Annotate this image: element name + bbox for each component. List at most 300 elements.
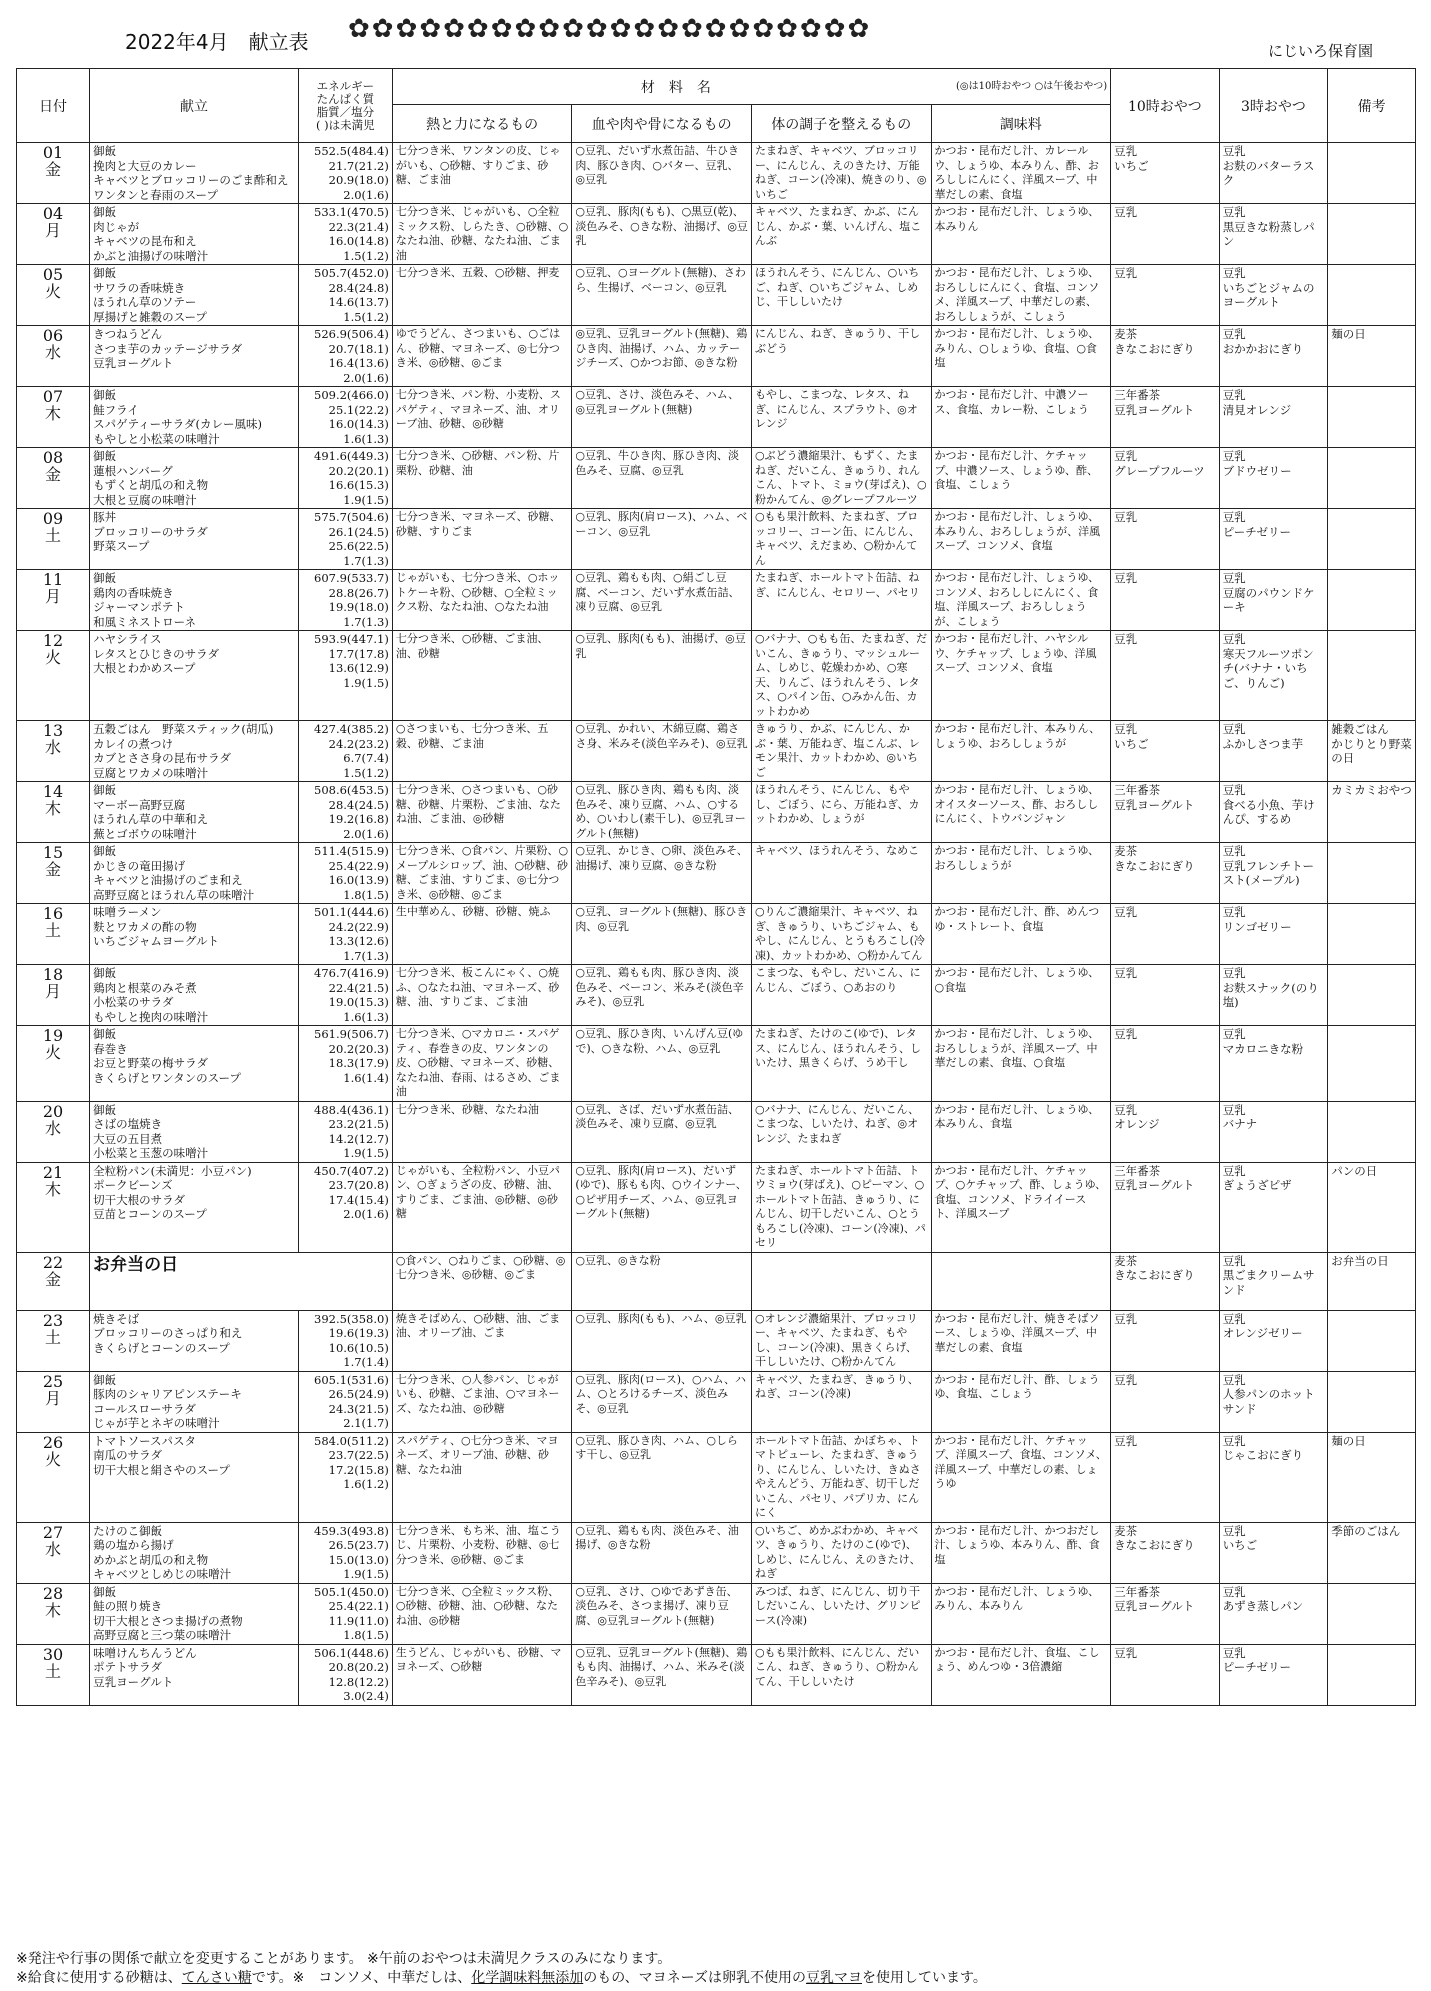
menu-row: [17, 1310, 1416, 1371]
menu-row: [17, 265, 1416, 326]
weekday: 火: [45, 282, 62, 301]
note-cell: [1328, 1026, 1416, 1102]
menu-cell-text: 御飯 かじきの竜田揚げ キャベツと油揚げのごま和え 高野豆腐とほうれん草の味噌汁: [93, 844, 255, 902]
menu-cell-text: トマトソースパスタ 南瓜のサラダ 切干大根と絹さやのスープ: [93, 1433, 230, 1477]
note-cell: [1328, 1644, 1416, 1705]
day-number: 08: [42, 448, 64, 467]
day-number: 07: [42, 387, 64, 406]
blood-foods-cell-text: ○豆乳、豚肉(肩ロース)、だいず(ゆで)、豚もも肉、○ウインナー、○ピザ用チーズ、ハム、◎豆乳ヨーグルト(無糖): [575, 1163, 747, 1220]
snack10-cell: [1111, 387, 1220, 448]
note-cell: [1328, 570, 1416, 631]
body-foods-cell: [751, 782, 931, 843]
menu-row: [17, 1101, 1416, 1162]
menu-cell: [90, 1162, 299, 1252]
col-seasoning: 調味料: [931, 105, 1111, 143]
menu-row: [17, 631, 1416, 721]
body-foods-cell: [751, 1162, 931, 1252]
blood-foods-cell: [572, 1371, 752, 1432]
seasoning-cell-text: かつお・昆布だし汁、食塩、こしょう、めんつゆ・3倍濃縮: [934, 1645, 1100, 1673]
blood-foods-cell-text: ○豆乳、かれい、木綿豆腐、鶏ささ身、米みそ(淡色辛みそ)、◎豆乳: [575, 722, 748, 750]
note-cell: [1328, 721, 1416, 782]
menu-cell: [90, 1101, 299, 1162]
body-foods-cell: [751, 1026, 931, 1102]
blood-foods-cell: [572, 509, 752, 570]
menu-row: [17, 1252, 1416, 1310]
day-number: 06: [42, 326, 64, 345]
note-cell: [1328, 204, 1416, 265]
seasoning-cell-text: かつお・昆布だし汁、しょうゆ、おろししにんにく、食塩、コンソメ、洋風スープ、中華だしの素、おろししょうが、こしょう: [934, 266, 1100, 323]
date-cell: [17, 1101, 90, 1162]
nutrition-cell: [298, 631, 392, 721]
day-number: 01: [42, 143, 64, 162]
snack10-cell-text: 豆乳: [1114, 1311, 1138, 1326]
snack3-cell-text: 豆乳 いちご: [1222, 1523, 1258, 1552]
footer-notes: [16, 1950, 987, 1988]
nutrition-cell: [298, 143, 392, 204]
snack3-cell-text: 豆乳 オレンジゼリー: [1222, 1311, 1303, 1340]
blood-foods-cell-text: ○豆乳、豚ひき肉、いんげん豆(ゆで)、○きな粉、ハム、◎豆乳: [575, 1027, 744, 1055]
menu-cell-text: 御飯 鶏肉と根菜のみそ煮 小松菜のサラダ もやしと挽肉の味噌汁: [93, 966, 209, 1024]
date-cell: [17, 721, 90, 782]
seasoning-cell: [931, 143, 1111, 204]
weekday: 水: [45, 738, 62, 757]
energy-foods-cell-text: 七分つき米、五穀、○砂糖、押麦: [395, 266, 560, 279]
snack3-cell: [1219, 387, 1328, 448]
menu-cell: [90, 1252, 393, 1310]
snack3-cell-text: 豆乳 お麩スナック(のり塩): [1222, 966, 1319, 1009]
energy-foods-cell-text: じゃがいも、全粒粉パン、小豆パン、○ぎょうざの皮、砂糖、油、すりごま、ごま油、◎砂糖、◎砂糖: [395, 1163, 560, 1220]
snack3-cell-text: 豆乳 じゃこおにぎり: [1222, 1433, 1304, 1462]
nutrition-cell: [298, 782, 392, 843]
seasoning-cell: [931, 1522, 1111, 1583]
nutrition-cell: [298, 326, 392, 387]
snack10-cell-text: 三年番茶 豆乳ヨーグルト: [1114, 1163, 1195, 1192]
date-cell: [17, 631, 90, 721]
seasoning-cell: [931, 1583, 1111, 1644]
body-foods-cell: [751, 1522, 931, 1583]
nutrition-cell-text: 575.7(504.6) 26.1(24.5) 25.6(22.5) 1.7(1.3): [314, 510, 389, 568]
snack10-cell-text: 豆乳 グレープフルーツ: [1114, 449, 1205, 478]
seasoning-cell: [931, 570, 1111, 631]
menu-cell: [90, 1644, 299, 1705]
body-foods-cell: [751, 1310, 931, 1371]
menu-cell: [90, 782, 299, 843]
snack10-cell-text: 豆乳 いちご: [1114, 722, 1149, 751]
date-cell: [17, 265, 90, 326]
body-foods-cell-text: キャベツ、たまねぎ、きゅうり、ねぎ、コーン(冷凍): [754, 1372, 919, 1400]
energy-foods-cell-text: 七分つき米、パン粉、小麦粉、スパゲティ、マヨネーズ、油、オリーブ油、砂糖、◎砂糖: [395, 388, 561, 430]
snack10-cell-text: 麦茶 きなこおにぎり: [1114, 327, 1195, 356]
nutrition-cell: [298, 904, 392, 965]
blood-foods-cell-text: ○豆乳、豚肉(ロース)、○ハム、ハム、○とろけるチーズ、淡色みそ、◎豆乳: [575, 1372, 746, 1415]
body-foods-cell: [751, 721, 931, 782]
snack10-cell: [1111, 265, 1220, 326]
col-ingredients: [392, 69, 1110, 105]
note-cell: [1328, 509, 1416, 570]
energy-foods-cell-text: 七分つき米、もち米、油、塩こうじ、片栗粉、小麦粉、砂糖、◎七分つき米、◎砂糖、◎ごま: [395, 1523, 561, 1566]
snack10-cell: [1111, 631, 1220, 721]
blood-foods-cell: [572, 843, 752, 904]
seasoning-cell: [931, 448, 1111, 509]
menu-cell: [90, 1026, 299, 1102]
seasoning-cell-text: かつお・昆布だし汁、本みりん、しょうゆ、おろししょうが: [934, 722, 1101, 750]
body-foods-cell-text: ○バナナ、○もも缶、たまねぎ、だいこん、きゅうり、マッシュルーム、しめじ、乾燥わかめ、○寒天、りんご、ほうれんそう、レタス、○パイン缶、○みかん缶、カットわかめ: [754, 632, 927, 718]
blood-foods-cell: [572, 387, 752, 448]
menu-cell: [90, 1371, 299, 1432]
blood-foods-cell-text: ○豆乳、さけ、淡色みそ、ハム、◎豆乳ヨーグルト(無糖): [575, 388, 740, 416]
snack10-cell-text: 豆乳 いちご: [1114, 144, 1149, 173]
body-foods-cell-text: こまつな、もやし、だいこん、にんじん、ごぼう、○あおのり: [754, 966, 921, 994]
seasoning-cell: [931, 1644, 1111, 1705]
blood-foods-cell-text: ○豆乳、鶏もも肉、淡色みそ、油揚げ、◎きな粉: [575, 1523, 739, 1551]
nutrition-cell: [298, 843, 392, 904]
nutrition-cell: [298, 1522, 392, 1583]
blood-foods-cell: [572, 1310, 752, 1371]
seasoning-cell: [931, 1162, 1111, 1252]
weekday: 水: [45, 1118, 62, 1138]
blood-foods-cell: [572, 326, 752, 387]
blood-foods-cell: [572, 1583, 752, 1644]
nutrition-cell-text: 491.6(449.3) 20.2(20.1) 16.6(15.3) 1.9(1.5): [314, 449, 389, 507]
menu-cell-text: 味噌けんちんうどん ポテトサラダ 豆乳ヨーグルト: [93, 1645, 197, 1689]
menu-cell-text: 御飯 春巻き お豆と野菜の梅サラダ きくらげとワンタンのスープ: [93, 1027, 241, 1085]
body-foods-cell-text: ○ぶどう濃縮果汁、もずく、たまねぎ、だいこん、きゅうり、れんこん、トマト、ミョウ(芽ばえ)、○粉かんてん、◎グレープフルーツ: [754, 449, 927, 506]
snack3-cell-text: 豆乳 食べる小魚、芋けんぴ、するめ: [1222, 783, 1315, 826]
blood-foods-cell-text: ◎豆乳、豆乳ヨーグルト(無糖)、鶏ひき肉、油揚げ、ハム、カッテージチーズ、○かつお節、◎きな粉: [575, 327, 748, 369]
snack10-cell: [1111, 1583, 1220, 1644]
nutrition-cell-text: 427.4(385.2) 24.2(23.2) 6.7(7.4) 1.5(1.2): [314, 722, 389, 780]
nutrition-cell-text: 450.7(407.2) 23.7(20.8) 17.4(15.4) 2.0(1.6): [314, 1163, 389, 1221]
day-number: 12: [42, 631, 64, 650]
weekday: 火: [45, 648, 62, 667]
menu-row: [17, 782, 1416, 843]
body-foods-cell: [751, 143, 931, 204]
snack3-cell: [1219, 1310, 1328, 1371]
body-foods-cell-text: にんじん、ねぎ、きゅうり、干しぶどう: [754, 327, 921, 355]
body-foods-cell-text: ○もも果汁飲料、にんじん、だいこん、ねぎ、きゅうり、○粉かんてん、干ししいたけ: [754, 1645, 920, 1688]
note-cell-text: 麺の日: [1331, 327, 1366, 341]
energy-foods-cell-text: じゃがいも、七分つき米、○ホットケーキ粉、○砂糖、○全粒ミックス粉、なたね油、○なたね油: [395, 571, 560, 613]
seasoning-cell-text: かつお・昆布だし汁、しょうゆ、オイスターソース、酢、おろししにんにく、トウバンジャン: [934, 783, 1100, 825]
snack10-cell-text: 豆乳: [1114, 510, 1138, 524]
snack3-cell-text: 豆乳 ふかしさつま芋: [1222, 722, 1304, 751]
menu-cell: [90, 1432, 299, 1522]
blood-foods-cell-text: ○豆乳、豚肉(もも)、○黒豆(乾)、淡色みそ、○きな粉、油揚げ、◎豆乳: [575, 205, 748, 247]
seasoning-cell: [931, 326, 1111, 387]
day-number: 04: [42, 204, 64, 223]
menu-cell-text: 五穀ごはん 野菜スティック(胡瓜) カレイの煮つけ カブとささ身の昆布サラダ 豆腐とワカメの味噌汁: [93, 722, 274, 780]
date-cell: [17, 1252, 90, 1310]
nutrition-cell: [298, 1101, 392, 1162]
energy-foods-cell: [392, 265, 572, 326]
weekday: 木: [45, 1179, 62, 1199]
nutrition-cell-text: 526.9(506.4) 20.7(18.1) 16.4(13.6) 2.0(1.6): [314, 327, 389, 385]
energy-foods-cell: [392, 843, 572, 904]
menu-cell: [90, 965, 299, 1026]
body-foods-cell: [751, 843, 931, 904]
day-number: 16: [42, 904, 64, 923]
weekday: 土: [45, 1661, 62, 1681]
snack10-cell-text: 豆乳: [1114, 1433, 1138, 1448]
snack10-cell: [1111, 1101, 1220, 1162]
date-cell: [17, 965, 90, 1026]
nutrition-cell: [298, 509, 392, 570]
menu-row: [17, 448, 1416, 509]
body-foods-cell: [751, 509, 931, 570]
menu-cell: [90, 326, 299, 387]
snack10-cell: [1111, 1026, 1220, 1102]
note-cell: [1328, 1583, 1416, 1644]
date-cell: [17, 143, 90, 204]
snack10-cell-text: 麦茶 きなこおにぎり: [1114, 1253, 1195, 1282]
weekday: 木: [45, 799, 62, 818]
day-number: 23: [42, 1310, 64, 1330]
energy-foods-cell: [392, 904, 572, 965]
energy-foods-cell-text: ○さつまいも、七分つき米、五穀、砂糖、ごま油: [395, 722, 549, 750]
energy-foods-cell: [392, 1252, 572, 1310]
note-cell: [1328, 1252, 1416, 1310]
nutrition-cell: [298, 387, 392, 448]
snack10-cell-text: 三年番茶 豆乳ヨーグルト: [1114, 1584, 1195, 1613]
body-foods-cell: [751, 387, 931, 448]
date-cell: [17, 387, 90, 448]
menu-row: [17, 1583, 1416, 1644]
menu-cell-text: 御飯 サワラの香味焼き ほうれん草のソテー 厚揚げと雑穀のスープ: [93, 266, 207, 324]
blood-foods-cell-text: ○豆乳、さば、だいず水煮缶詰、淡色みそ、凍り豆腐、◎豆乳: [575, 1102, 739, 1130]
energy-foods-cell: [392, 965, 572, 1026]
footer-text: です。※ コンソメ、中華だしは、: [251, 1970, 472, 1986]
day-number: 28: [42, 1583, 64, 1603]
snack3-cell-text: 豆乳 豆腐のパウンドケーキ: [1222, 571, 1315, 614]
note-cell: [1328, 1522, 1416, 1583]
blood-foods-cell: [572, 1432, 752, 1522]
snack3-cell-text: 豆乳 黒豆きな粉蒸しパン: [1222, 205, 1315, 248]
day-number: 20: [42, 1101, 64, 1121]
blood-foods-cell: [572, 965, 752, 1026]
page-title: 2022年4月 献立表: [125, 30, 309, 54]
energy-foods-cell-text: 七分つき米、ワンタンの皮、じゃがいも、○砂糖、すりごま、砂糖、ごま油: [395, 144, 561, 186]
seasoning-cell: [931, 721, 1111, 782]
day-number: 05: [42, 265, 64, 284]
date-cell: [17, 782, 90, 843]
col-notes: 備考: [1328, 69, 1416, 143]
col-nutrition: エネルギー たんぱく質 脂質／塩分 ( )は未満児: [298, 69, 392, 143]
col-body: 体の調子を整えるもの: [751, 105, 931, 143]
snack3-cell-text: 豆乳 人参パンのホットサンド: [1222, 1372, 1315, 1416]
date-cell: [17, 1522, 90, 1583]
energy-foods-cell: [392, 1522, 572, 1583]
nutrition-cell: [298, 204, 392, 265]
note-cell-text: 雑穀ごはん かじりとり野菜の日: [1331, 722, 1412, 765]
snack3-cell-text: 豆乳 お麩のバターラスク: [1222, 144, 1315, 187]
nutrition-cell-text: 552.5(484.4) 21.7(21.2) 20.9(18.0) 2.0(1.6): [314, 144, 389, 202]
blood-foods-cell: [572, 448, 752, 509]
snack3-cell: [1219, 904, 1328, 965]
energy-foods-cell: [392, 1101, 572, 1162]
page-header: [0, 0, 1431, 70]
menu-cell-text: 御飯 鶏肉の香味焼き ジャーマンポテト 和風ミネストローネ: [93, 571, 197, 629]
note-cell-text: パンの日: [1331, 1163, 1378, 1178]
snack10-cell-text: 豆乳 オレンジ: [1114, 1102, 1160, 1131]
note-cell: [1328, 843, 1416, 904]
seasoning-cell: [931, 1101, 1111, 1162]
snack10-cell-text: 豆乳: [1114, 571, 1138, 585]
menu-cell-text: 御飯 さばの塩焼き 大豆の五目煮 小松菜と玉葱の味噌汁: [93, 1102, 209, 1160]
snack10-cell-text: 豆乳: [1114, 1027, 1138, 1041]
nutrition-cell-text: 506.1(448.6) 20.8(20.2) 12.8(12.2) 3.0(2.4): [314, 1645, 389, 1703]
energy-foods-cell-text: 七分つき米、○全粒ミックス粉、○砂糖、砂糖、油、○砂糖、なたね油、◎砂糖: [395, 1584, 560, 1627]
weekday: 金: [45, 860, 62, 879]
date-cell: [17, 1432, 90, 1522]
date-cell: [17, 1583, 90, 1644]
menu-row: [17, 387, 1416, 448]
snack3-cell: [1219, 782, 1328, 843]
seasoning-cell-text: かつお・昆布だし汁、ケチャップ、洋風スープ、食塩、コンソメ、洋風スープ、中華だしの素、しょうゆ: [934, 1433, 1107, 1490]
energy-foods-cell: [392, 1162, 572, 1252]
note-cell: [1328, 1371, 1416, 1432]
weekday: 金: [45, 465, 62, 484]
weekday: 木: [45, 404, 62, 423]
blood-foods-cell: [572, 1522, 752, 1583]
blood-foods-cell: [572, 782, 752, 843]
seasoning-cell: [931, 904, 1111, 965]
energy-foods-cell: [392, 1432, 572, 1522]
snack3-cell: [1219, 721, 1328, 782]
menu-cell: [90, 721, 299, 782]
snack3-cell: [1219, 1371, 1328, 1432]
body-foods-cell-text: ○いちご、めかぶわかめ、キャベツ、きゅうり、たけのこ(ゆで)、しめじ、にんじん、えのきたけ、ねぎ: [754, 1523, 921, 1580]
date-cell: [17, 448, 90, 509]
snack3-cell: [1219, 965, 1328, 1026]
menu-cell: [90, 265, 299, 326]
blood-foods-cell: [572, 1162, 752, 1252]
menu-row: [17, 1522, 1416, 1583]
snack3-cell-text: 豆乳 おかかおにぎり: [1222, 327, 1304, 356]
day-number: 19: [42, 1026, 64, 1045]
note-cell-text: 季節のごはん: [1331, 1523, 1401, 1538]
body-foods-cell-text: ほうれんそう、にんじん、○いちご、ねぎ、○いちごジャム、しめじ、干ししいたけ: [754, 266, 920, 308]
snack10-cell-text: 豆乳: [1114, 632, 1138, 646]
school-name: にじいろ保育園: [1268, 42, 1374, 60]
body-foods-cell-text: きゅうり、かぶ、にんじん、かぶ・葉、万能ねぎ、塩こんぶ、レモン果汁、カットわかめ、◎いちご: [754, 722, 920, 779]
energy-foods-cell-text: ゆでうどん、さつまいも、○ごはん、砂糖、マヨネーズ、◎七分つき米、◎砂糖、◎ごま: [395, 327, 561, 369]
note-cell: [1328, 387, 1416, 448]
menu-row: [17, 1026, 1416, 1102]
nutrition-cell-text: 459.3(493.8) 26.5(23.7) 15.0(13.0) 1.9(1.5): [314, 1523, 389, 1581]
nutrition-cell: [298, 1162, 392, 1252]
nutrition-cell: [298, 1310, 392, 1371]
nutrition-cell-text: 501.1(444.6) 24.2(22.9) 13.3(12.6) 1.7(1.3): [314, 905, 389, 963]
day-number: 25: [42, 1371, 64, 1391]
nutrition-cell-text: 392.5(358.0) 19.6(19.3) 10.6(10.5) 1.7(1.4): [314, 1311, 389, 1369]
weekday: 土: [45, 1327, 62, 1347]
seasoning-cell-text: かつお・昆布だし汁、しょうゆ、おろししょうが: [934, 844, 1100, 872]
seasoning-cell-text: かつお・昆布だし汁、中濃ソース、食塩、カレー粉、こしょう: [934, 388, 1089, 416]
weekday: 土: [45, 526, 62, 545]
menu-cell-text: 御飯 マーボー高野豆腐 ほうれん草の中華和え 蕪とゴボウの味噌汁: [93, 783, 209, 841]
body-foods-cell-text: たまねぎ、たけのこ(ゆで)、レタス、にんじん、ほうれんそう、しいたけ、黒きくらげ、うめ干し: [754, 1027, 921, 1069]
snack10-cell: [1111, 904, 1220, 965]
blood-foods-cell-text: ○豆乳、豚肉(肩ロース)、ハム、ベーコン、◎豆乳: [575, 510, 748, 538]
menu-cell-text: 御飯 豚肉のシャリアピンステーキ コールスローサラダ じゃが芋とネギの味噌汁: [93, 1372, 242, 1430]
energy-foods-cell-text: 焼きそばめん、○砂糖、油、ごま油、オリーブ油、ごま: [395, 1311, 561, 1339]
seasoning-cell-text: かつお・昆布だし汁、しょうゆ、本みりん: [934, 205, 1100, 233]
weekday: 水: [45, 1539, 62, 1559]
snack10-cell-text: 三年番茶 豆乳ヨーグルト: [1114, 783, 1195, 812]
nutrition-cell: [298, 721, 392, 782]
menu-table: [16, 68, 1416, 1706]
blood-foods-cell-text: ○豆乳、ヨーグルト(無糖)、豚ひき肉、◎豆乳: [575, 905, 748, 933]
menu-row: [17, 1432, 1416, 1522]
snack10-cell: [1111, 509, 1220, 570]
weekday: 水: [45, 343, 62, 362]
nutrition-cell-text: 488.4(436.1) 23.2(21.5) 14.2(12.7) 1.9(1.5): [314, 1102, 389, 1160]
snack10-cell: [1111, 1162, 1220, 1252]
menu-cell: [90, 143, 299, 204]
seasoning-cell: [931, 843, 1111, 904]
body-foods-cell-text: たまねぎ、キャベツ、ブロッコリー、にんじん、えのきたけ、万能ねぎ、コーン(冷凍)、焼きのり、◎いちご: [754, 144, 927, 201]
ingredients-title: 材 料 名: [640, 79, 711, 96]
nutrition-cell: [298, 1371, 392, 1432]
date-cell: [17, 204, 90, 265]
energy-foods-cell: [392, 509, 572, 570]
footer-line-1: ※発注や行事の関係で献立を変更することがあります。 ※午前のおやつは未満児クラスのみになります。: [16, 1951, 672, 1967]
footer-mayo: 豆乳マヨ: [805, 1970, 862, 1986]
col-blood: 血や肉や骨になるもの: [572, 105, 752, 143]
snack3-cell-text: 豆乳 いちごとジャムのヨーグルト: [1222, 266, 1315, 309]
snack10-cell: [1111, 721, 1220, 782]
menu-cell: [90, 631, 299, 721]
footer-text: を使用しています。: [861, 1970, 987, 1986]
seasoning-cell: [931, 782, 1111, 843]
energy-foods-cell: [392, 631, 572, 721]
seasoning-cell-text: かつお・昆布だし汁、ケチャップ、○ケチャップ、酢、しょうゆ、食塩、コンソメ、ドライイースト、洋風スープ: [934, 1163, 1107, 1220]
energy-foods-cell-text: 七分つき米、板こんにゃく、○焼ふ、○なたね油、マヨネーズ、砂糖、油、すりごま、ごま油: [395, 966, 560, 1008]
snack3-cell: [1219, 143, 1328, 204]
snack10-cell: [1111, 1522, 1220, 1583]
energy-foods-cell: [392, 1310, 572, 1371]
energy-foods-cell-text: 七分つき米、○食パン、片栗粉、○メープルシロップ、油、○砂糖、砂糖、ごま油、すりごま、◎七分つき米、◎砂糖、◎ごま: [395, 844, 569, 901]
blood-foods-cell: [572, 904, 752, 965]
menu-cell-text: 味噌ラーメン 麩とワカメの酢の物 いちごジャムヨーグルト: [93, 905, 220, 948]
snack3-cell: [1219, 631, 1328, 721]
nutrition-cell-text: 508.6(453.5) 28.4(24.5) 19.2(16.8) 2.0(1.6): [314, 783, 389, 841]
weekday: 土: [45, 921, 62, 940]
energy-foods-cell-text: 七分つき米、○砂糖、パン粉、片栗粉、砂糖、油: [395, 449, 560, 477]
ingredients-legend: (◎は10時おやつ ○は午後おやつ): [955, 80, 1108, 92]
nutrition-cell: [298, 448, 392, 509]
menu-cell: [90, 843, 299, 904]
day-number: 09: [42, 509, 64, 528]
body-foods-cell-text: ○バナナ、にんじん、だいこん、こまつな、しいたけ、ねぎ、◎オレンジ、たまねぎ: [754, 1102, 920, 1145]
date-cell: [17, 1371, 90, 1432]
blood-foods-cell: [572, 1644, 752, 1705]
menu-cell: [90, 904, 299, 965]
snack10-cell: [1111, 143, 1220, 204]
snack10-cell: [1111, 326, 1220, 387]
snack3-cell: [1219, 1101, 1328, 1162]
date-cell: [17, 1644, 90, 1705]
snack3-cell: [1219, 1583, 1328, 1644]
blood-foods-cell-text: ○豆乳、鶏もも肉、○絹ごし豆腐、ベーコン、だいず水煮缶詰、凍り豆腐、◎豆乳: [575, 571, 740, 613]
snack3-cell-text: 豆乳 豆乳フレンチトースト(メープル): [1222, 844, 1314, 887]
seasoning-cell-text: かつお・昆布だし汁、しょうゆ、本みりん、食塩: [934, 1102, 1100, 1130]
note-cell: [1328, 782, 1416, 843]
menu-cell-text: たけのこ御飯 鶏の塩から揚げ めかぶと胡瓜の和え物 キャベツとしめじの味噌汁: [93, 1523, 232, 1581]
snack10-cell: [1111, 1432, 1220, 1522]
snack10-cell-text: 豆乳: [1114, 1372, 1138, 1387]
menu-cell: [90, 509, 299, 570]
